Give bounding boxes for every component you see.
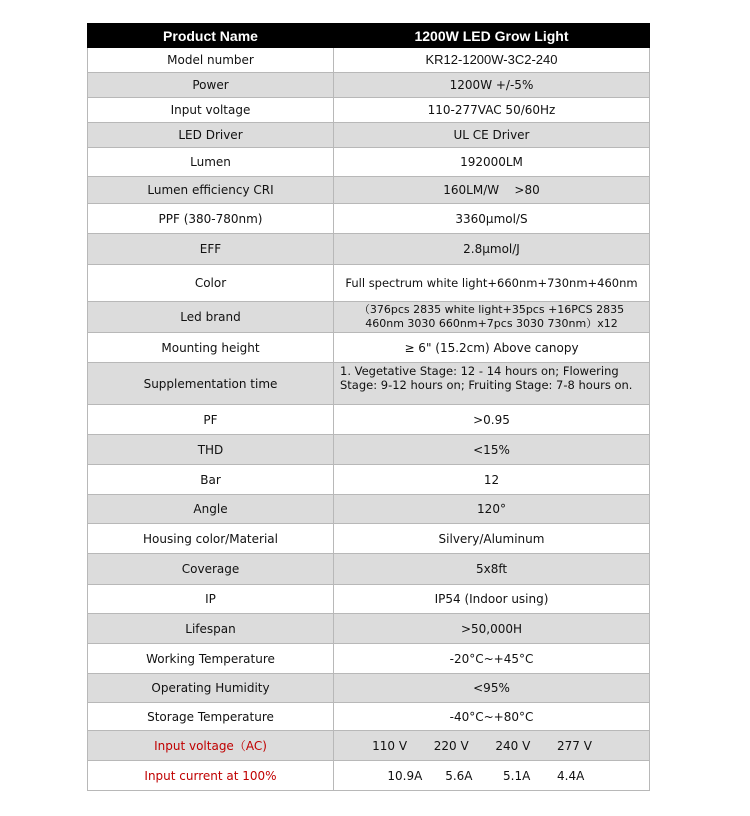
- row-label: Bar: [88, 465, 334, 495]
- table-row: [88, 761, 650, 791]
- row-value: 1200W +/-5%: [334, 73, 650, 98]
- table-row: [88, 204, 650, 234]
- table-row: [88, 265, 650, 302]
- table-row: [88, 703, 650, 731]
- row-label: Storage Temperature: [88, 703, 334, 731]
- row-label: IP: [88, 585, 334, 614]
- row-label: Input current at 100%: [88, 761, 334, 791]
- row-value: 12: [334, 465, 650, 495]
- row-label: Color: [88, 265, 334, 302]
- row-value: 160LM/W >80: [334, 177, 650, 204]
- table-row: [88, 48, 650, 73]
- row-label: Angle: [88, 495, 334, 524]
- row-value: ≥ 6" (15.2cm) Above canopy: [334, 333, 650, 363]
- row-value: 10.9A 5.6A 5.1A 4.4A: [334, 761, 650, 791]
- row-value: 110-277VAC 50/60Hz: [334, 98, 650, 123]
- row-label: PPF (380-780nm): [88, 204, 334, 234]
- table-row: [88, 674, 650, 703]
- table-row: [88, 405, 650, 435]
- row-label: Input voltage: [88, 98, 334, 123]
- row-value: <15%: [334, 435, 650, 465]
- row-value: KR12-1200W-3C2-240: [334, 48, 650, 73]
- table-row: [88, 585, 650, 614]
- table-row: [88, 177, 650, 204]
- row-value: UL CE Driver: [334, 123, 650, 148]
- row-label: Lumen: [88, 148, 334, 177]
- header-product-title: 1200W LED Grow Light: [334, 24, 650, 48]
- row-value: 192000LM: [334, 148, 650, 177]
- row-value: IP54 (Indoor using): [334, 585, 650, 614]
- table-row: [88, 524, 650, 554]
- table-row: [88, 234, 650, 265]
- table-row: [88, 333, 650, 363]
- row-label: Housing color/Material: [88, 524, 334, 554]
- table-row: [88, 465, 650, 495]
- table-row: [88, 123, 650, 148]
- table-row: [88, 435, 650, 465]
- row-value: 110 V 220 V 240 V 277 V: [334, 731, 650, 761]
- row-label: LED Driver: [88, 123, 334, 148]
- table-row: [88, 302, 650, 333]
- table-row: [88, 554, 650, 585]
- row-value: 2.8μmol/J: [334, 234, 650, 265]
- header-product-name: Product Name: [88, 24, 334, 48]
- row-value: （376pcs 2835 white light+35pcs +16PCS 2835 460nm 3030 660nm+7pcs 3030 730nm）x12: [334, 302, 650, 333]
- table-header-row: [88, 24, 650, 48]
- row-label: EFF: [88, 234, 334, 265]
- row-value: 120°: [334, 495, 650, 524]
- row-label: Led brand: [88, 302, 334, 333]
- table-row: [88, 495, 650, 524]
- row-label: Input voltage（AC): [88, 731, 334, 761]
- table-row: [88, 148, 650, 177]
- row-label: Supplementation time: [88, 363, 334, 405]
- row-value: Silvery/Aluminum: [334, 524, 650, 554]
- row-label: PF: [88, 405, 334, 435]
- table-row: [88, 731, 650, 761]
- row-value: 5x8ft: [334, 554, 650, 585]
- row-value: -40°C~+80°C: [334, 703, 650, 731]
- row-label: Operating Humidity: [88, 674, 334, 703]
- table-row: [88, 98, 650, 123]
- table-row: [88, 363, 650, 405]
- table-row: [88, 644, 650, 674]
- row-label: Model number: [88, 48, 334, 73]
- table-row: [88, 614, 650, 644]
- row-value: 3360μmol/S: [334, 204, 650, 234]
- row-value: <95%: [334, 674, 650, 703]
- row-label: Coverage: [88, 554, 334, 585]
- row-label: THD: [88, 435, 334, 465]
- row-value: Full spectrum white light+660nm+730nm+460nm: [334, 265, 650, 302]
- spec-table: [87, 23, 650, 791]
- row-value: 1. Vegetative Stage: 12 - 14 hours on; Flowering Stage: 9-12 hours on; Fruiting Stage: 7-8 hours on.: [334, 363, 650, 405]
- row-value: -20°C~+45°C: [334, 644, 650, 674]
- row-label: Lumen efficiency CRI: [88, 177, 334, 204]
- row-label: Lifespan: [88, 614, 334, 644]
- row-label: Power: [88, 73, 334, 98]
- row-label: Working Temperature: [88, 644, 334, 674]
- table-row: [88, 73, 650, 98]
- row-label: Mounting height: [88, 333, 334, 363]
- row-value: >50,000H: [334, 614, 650, 644]
- row-value: >0.95: [334, 405, 650, 435]
